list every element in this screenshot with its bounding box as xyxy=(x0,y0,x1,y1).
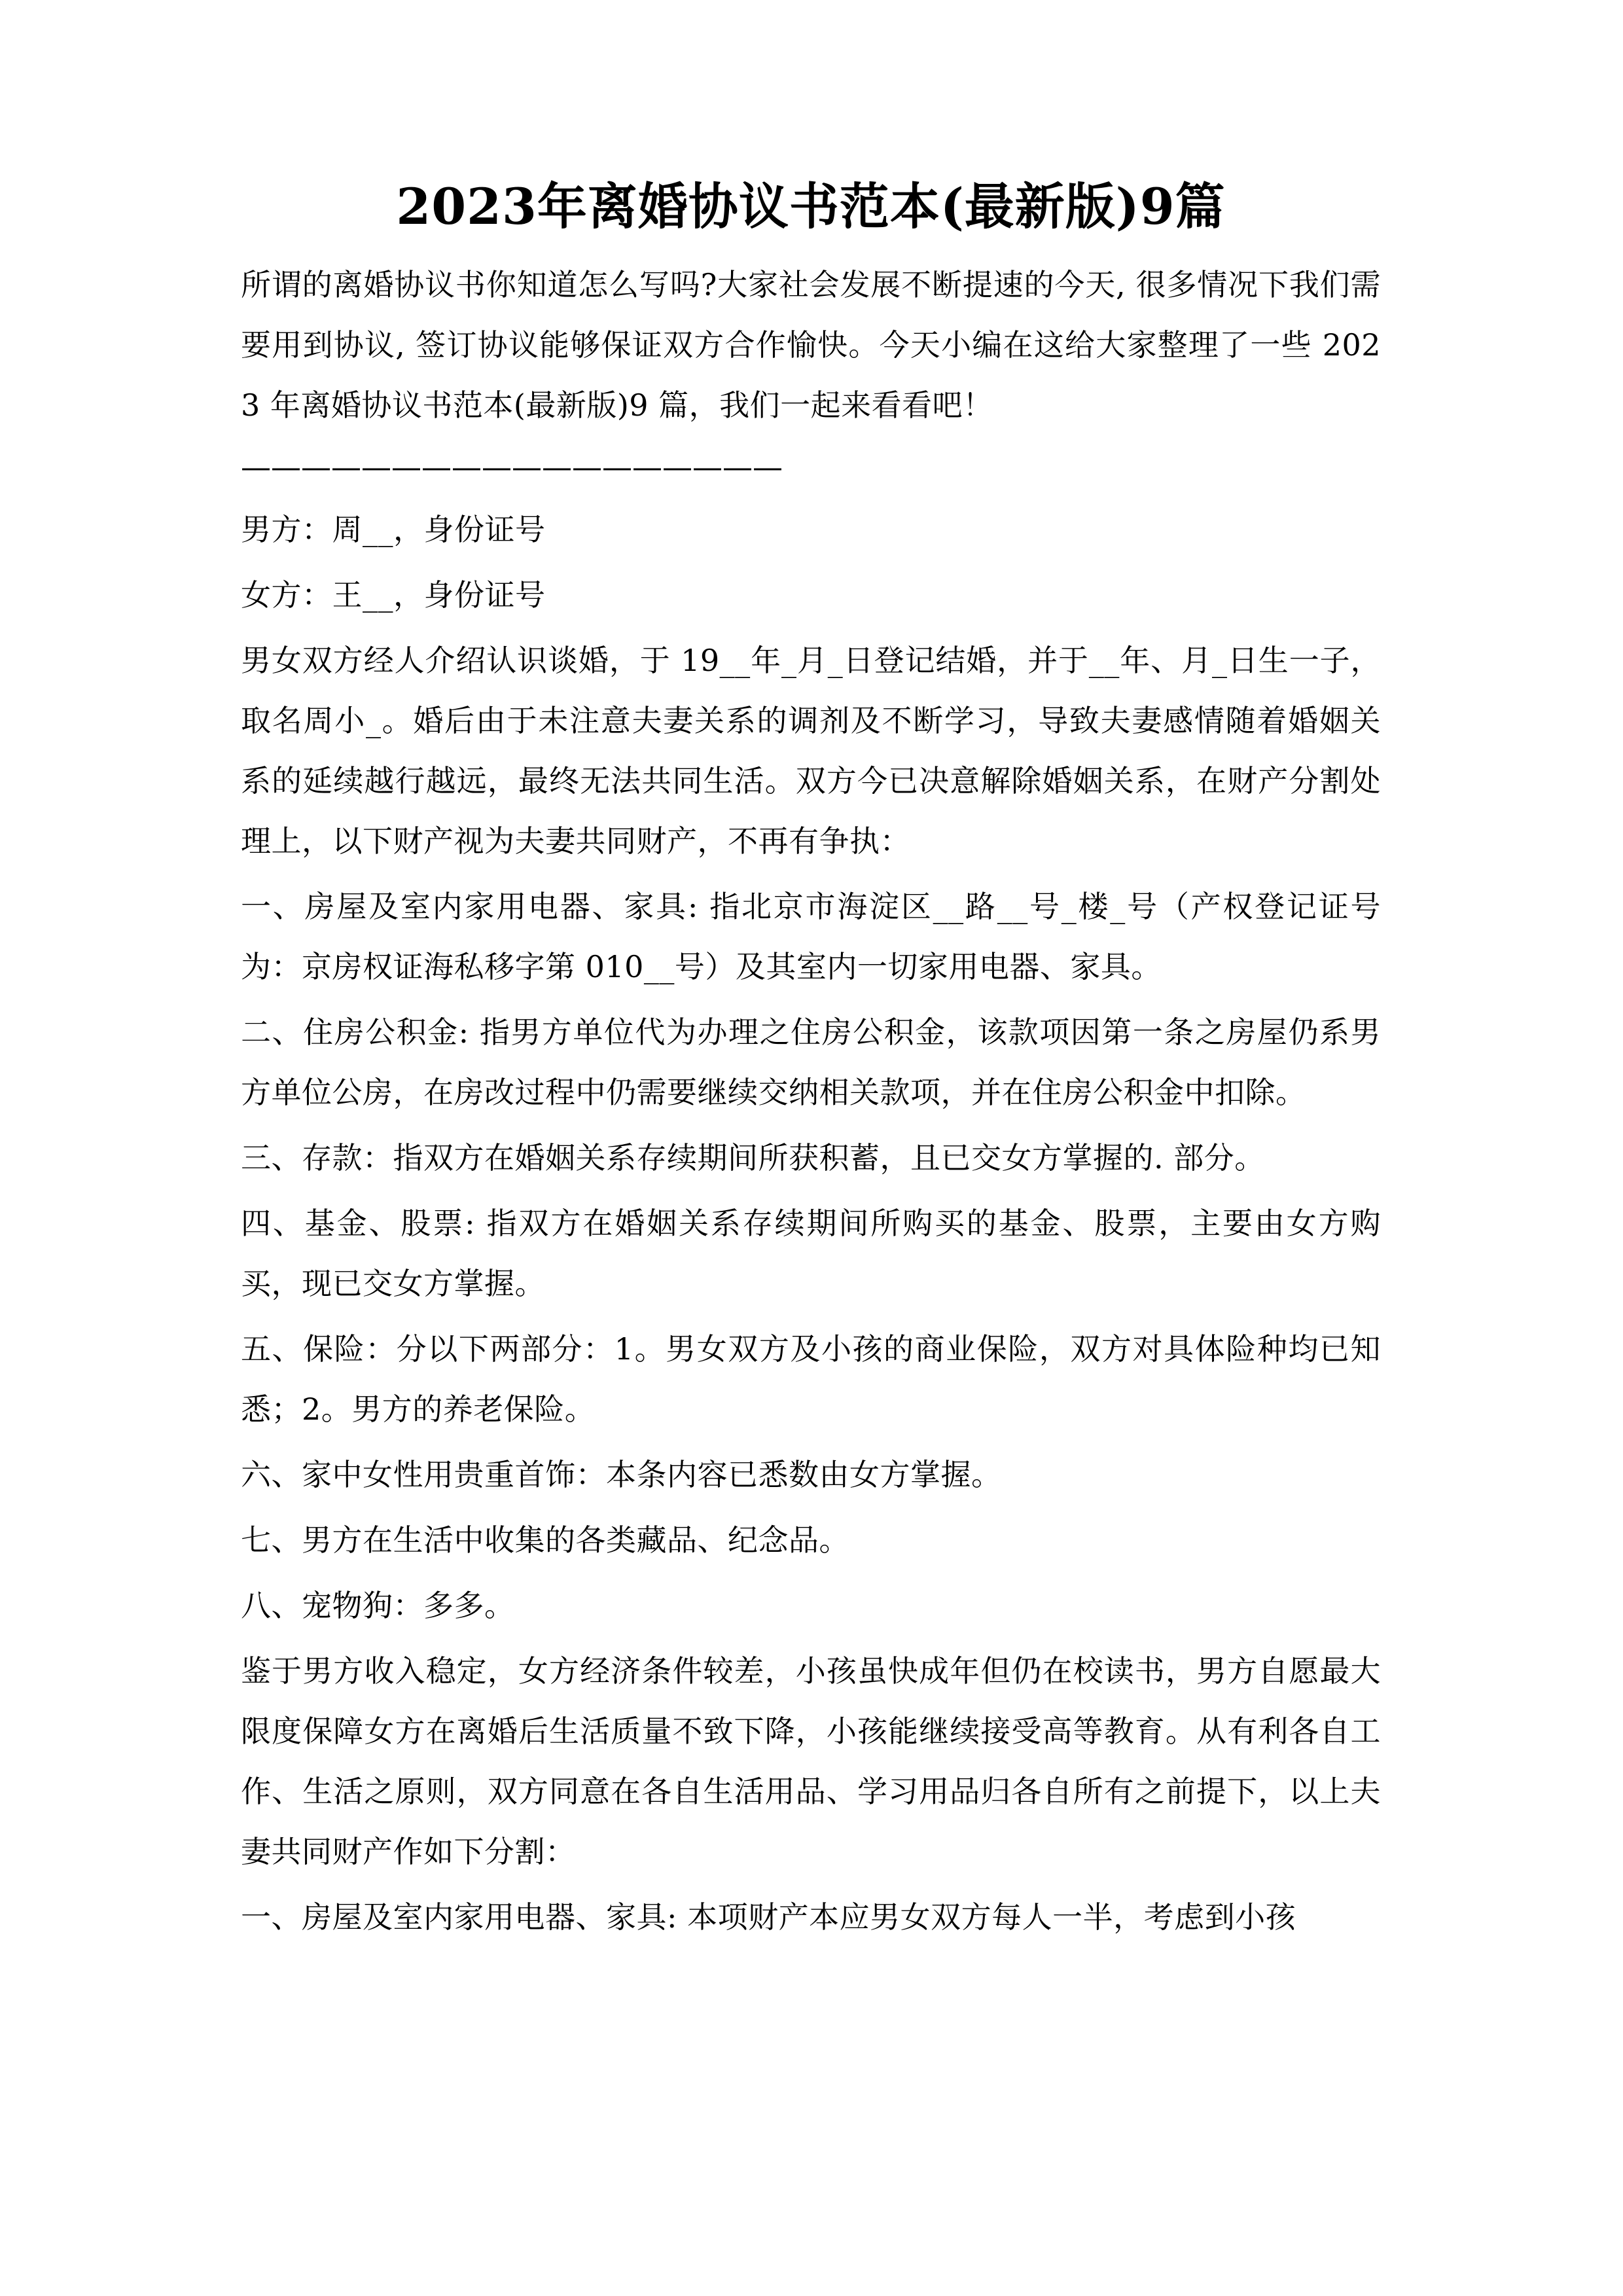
clause-item-8: 八、宠物狗：多多。 xyxy=(241,1587,515,1623)
document-content xyxy=(241,177,1381,1952)
clause-item-6: 六、家中女性用贵重首饰：本条内容已悉数由女方掌握。 xyxy=(241,1456,1002,1492)
marriage-background-paragraph: 男女双方经人介绍认识谈婚，于 19__年_月_日登记结婚，并于__年、月_日生一子，取名周小_。婚后由于未注意夫妻关系的调剂及不断学习，导致夫妻感情随着婚姻关系的延续越行越远，最终无法共同生活。双方今已决意解除婚姻关系，在财产分割处理上，以下财产视为夫妻共同财产，不再有争执： xyxy=(241,642,1381,859)
clause-item-5: 五、保险：分以下两部分：1。男女双方及小孩的商业保险，双方对具体险种均已知悉；2。男方的养老保险。 xyxy=(241,1331,1381,1427)
division-clause-1: 一、房屋及室内家用电器、家具: 本项财产本应男女双方每人一半，考虑到小孩 xyxy=(241,1899,1296,1935)
clause-item-1: 一、房屋及室内家用电器、家具: 指北京市海淀区__路__号_楼_号（产权登记证号为：京房权证海私移字第 010__号）及其室内一切家用电器、家具。 xyxy=(241,888,1381,984)
clause-item-2: 二、住房公积金: 指男方单位代为办理之住房公积金，该款项因第一条之房屋仍系男方单位公房，在房改过程中仍需要继续交纳相关款项，并在住房公积金中扣除。 xyxy=(241,1014,1381,1110)
clause-item-3: 三、存款：指双方在婚姻关系存续期间所获积蓄，且已交女方掌握的. 部分。 xyxy=(241,1139,1265,1175)
party-male-line: 男方：周__，身份证号 xyxy=(241,511,546,547)
party-female-line: 女方：王__，身份证号 xyxy=(241,577,546,613)
page-title: 2023年离婚协议书范本(最新版)9篇 xyxy=(396,177,1226,236)
clause-item-7: 七、男方在生活中收集的各类藏品、纪念品。 xyxy=(241,1522,849,1558)
clause-item-4: 四、基金、股票: 指双方在婚姻关系存续期间所购买的基金、股票，主要由女方购买，现已交女方掌握。 xyxy=(241,1205,1381,1301)
section-divider: —————————————————— xyxy=(241,448,783,484)
intro-paragraph: 所谓的离婚协议书你知道怎么写吗?大家社会发展不断提速的今天, 很多情况下我们需要用到协议, 签订协议能够保证双方合作愉快。今天小编在这给大家整理了一些 2023 年离婚协议书范本(最新版)9 篇，我们一起来看看吧！ xyxy=(241,266,1381,423)
consideration-paragraph: 鉴于男方收入稳定，女方经济条件较差，小孩虽快成年但仍在校读书，男方自愿最大限度保障女方在离婚后生活质量不致下降，小孩能继续接受高等教育。从有利各自工作、生活之原则，双方同意在各自生活用品、学习用品归各自所有之前提下，以上夫妻共同财产作如下分割： xyxy=(241,1653,1381,1869)
